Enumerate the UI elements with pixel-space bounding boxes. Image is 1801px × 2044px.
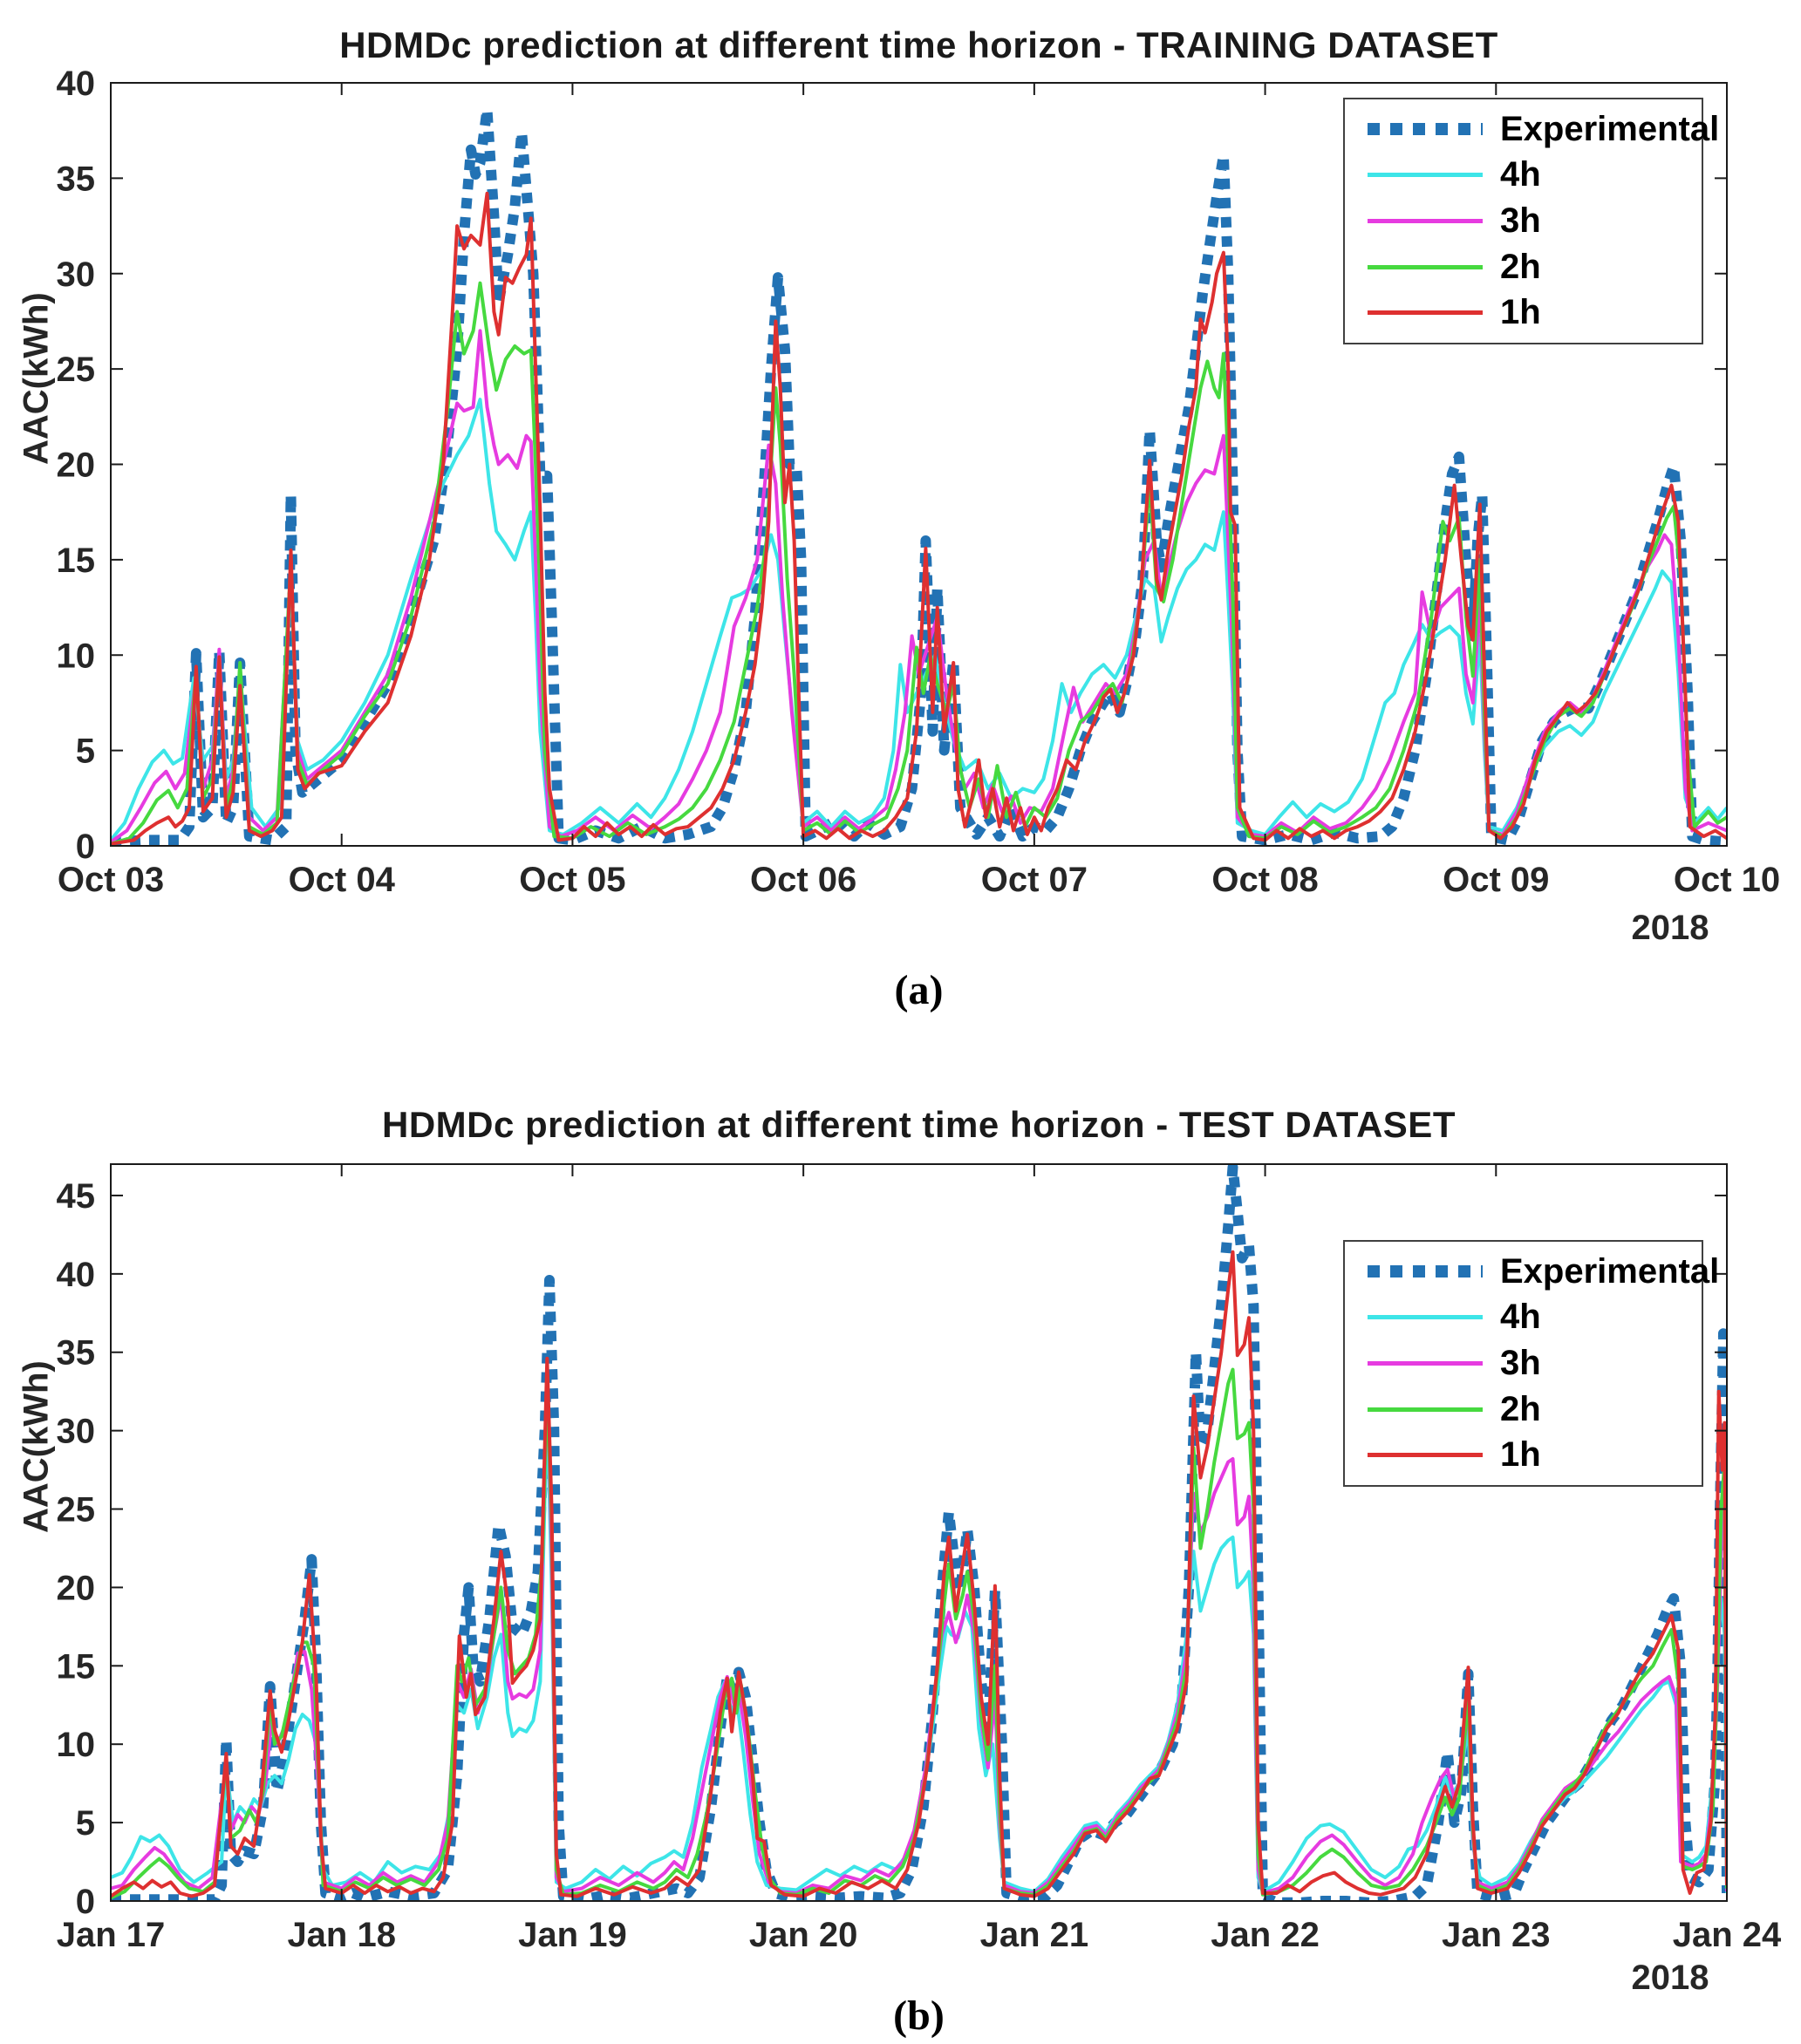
legend-label: 4h xyxy=(1500,1298,1541,1337)
legend-label: 4h xyxy=(1500,155,1541,194)
y-tick-label: 30 xyxy=(56,255,95,294)
test-year-label: 2018 xyxy=(1631,1959,1709,1997)
legend-item-4h xyxy=(1368,155,1702,194)
legend-item-experimental xyxy=(1368,109,1720,149)
x-tick-label: Oct 10 xyxy=(1673,861,1781,899)
y-tick-label: 10 xyxy=(56,1726,95,1765)
x-tick-label: Oct 08 xyxy=(1211,861,1319,899)
legend-item-1h xyxy=(1368,293,1702,332)
x-tick-label: Jan 23 xyxy=(1442,1916,1551,1954)
y-tick-label: 30 xyxy=(56,1412,95,1451)
x-tick-label: Jan 24 xyxy=(1672,1916,1782,1954)
y-tick-label: 5 xyxy=(75,1804,95,1843)
training-year-label: 2018 xyxy=(1631,909,1709,947)
legend-label: Experimental xyxy=(1500,109,1720,148)
y-tick-label: 15 xyxy=(56,541,95,580)
legend-label: 2h xyxy=(1500,247,1541,286)
y-tick-label: 45 xyxy=(56,1176,95,1216)
x-tick-label: Jan 22 xyxy=(1211,1916,1320,1954)
y-tick-label: 40 xyxy=(56,1255,95,1294)
legend-label: 2h xyxy=(1500,1389,1541,1428)
legend-item-4h xyxy=(1368,1298,1702,1337)
y-tick-label: 35 xyxy=(56,160,95,199)
legend-label: 3h xyxy=(1500,201,1541,240)
legend-label: Experimental xyxy=(1500,1251,1720,1291)
y-tick-label: 40 xyxy=(56,65,95,103)
y-tick-label: 0 xyxy=(75,1883,95,1921)
caption-a: (a) xyxy=(894,967,944,1013)
x-tick-label: Jan 21 xyxy=(979,1916,1089,1954)
figure-page: Oct 03 Oct 04 Oct 05 Oct 06 Oct 07 Oct 08 Oct 09 Oct 10 0 5 10 15 20 25 30 35 40 Jan 17 Jan 18 Jan 19 Jan 20 Jan 21 Jan 22 Jan 23 Jan 24 0 5 10 15 20 25 30 35 40 45 HDMDc prediction at different time horizon - TRAINING DATASET AAC(kWh) 2018 (a) Experimental 4h 3h 2h 1h HDMDc prediction at different time horizon - TEST DATASET AAC(kWh) 2018 (b) Experimental 4h 3h 2h 1h xyxy=(0,0,1801,2044)
x-tick-label: Jan 17 xyxy=(56,1916,166,1954)
y-tick-label: 20 xyxy=(56,1569,95,1608)
1h-line-sample xyxy=(1368,310,1483,315)
3h-line-sample xyxy=(1368,1361,1483,1366)
x-tick-label: Oct 05 xyxy=(519,861,626,899)
legend-item-2h xyxy=(1368,248,1702,287)
test-legend xyxy=(1343,1240,1720,1487)
x-tick-label: Oct 04 xyxy=(288,861,395,899)
x-tick-label: Oct 07 xyxy=(980,861,1088,899)
experimental-line-sample xyxy=(1368,123,1483,135)
training-legend xyxy=(1343,98,1720,344)
4h-line-sample xyxy=(1368,173,1483,177)
training-chart-title: HDMDc prediction at different time horizon - TRAINING DATASET xyxy=(339,24,1498,65)
legend-item-experimental xyxy=(1368,1251,1720,1291)
x-tick-label: Jan 20 xyxy=(748,1916,858,1954)
3h-line-sample xyxy=(1368,219,1483,223)
y-tick-label: 35 xyxy=(56,1333,95,1373)
x-tick-label: Oct 03 xyxy=(57,861,165,899)
caption-b: (b) xyxy=(893,1993,945,2039)
y-tick-label: 0 xyxy=(75,828,95,866)
legend-label: 1h xyxy=(1500,293,1541,332)
x-tick-label: Oct 06 xyxy=(749,861,857,899)
test-chart-title: HDMDc prediction at different time horizon - TEST DATASET xyxy=(382,1104,1456,1145)
y-tick-label: 15 xyxy=(56,1647,95,1686)
y-tick-label: 20 xyxy=(56,446,95,485)
experimental-line-sample xyxy=(1368,1265,1483,1278)
legend-item-1h xyxy=(1368,1435,1702,1475)
1h-line-sample xyxy=(1368,1453,1483,1457)
2h-line-sample xyxy=(1368,1407,1483,1412)
legend-item-3h xyxy=(1368,201,1702,241)
y-tick-label: 5 xyxy=(75,732,95,771)
legend-item-2h xyxy=(1368,1390,1702,1429)
x-tick-label: Jan 19 xyxy=(518,1916,627,1954)
y-tick-label: 25 xyxy=(56,1490,95,1530)
y-tick-label: 25 xyxy=(56,351,95,390)
y-tick-label: 10 xyxy=(56,637,95,676)
legend-item-3h xyxy=(1368,1344,1702,1383)
x-tick-label: Oct 09 xyxy=(1443,861,1550,899)
legend-label: 1h xyxy=(1500,1435,1541,1475)
2h-line-sample xyxy=(1368,265,1483,269)
legend-label: 3h xyxy=(1500,1343,1541,1382)
4h-line-sample xyxy=(1368,1315,1483,1319)
x-tick-label: Jan 18 xyxy=(287,1916,396,1954)
